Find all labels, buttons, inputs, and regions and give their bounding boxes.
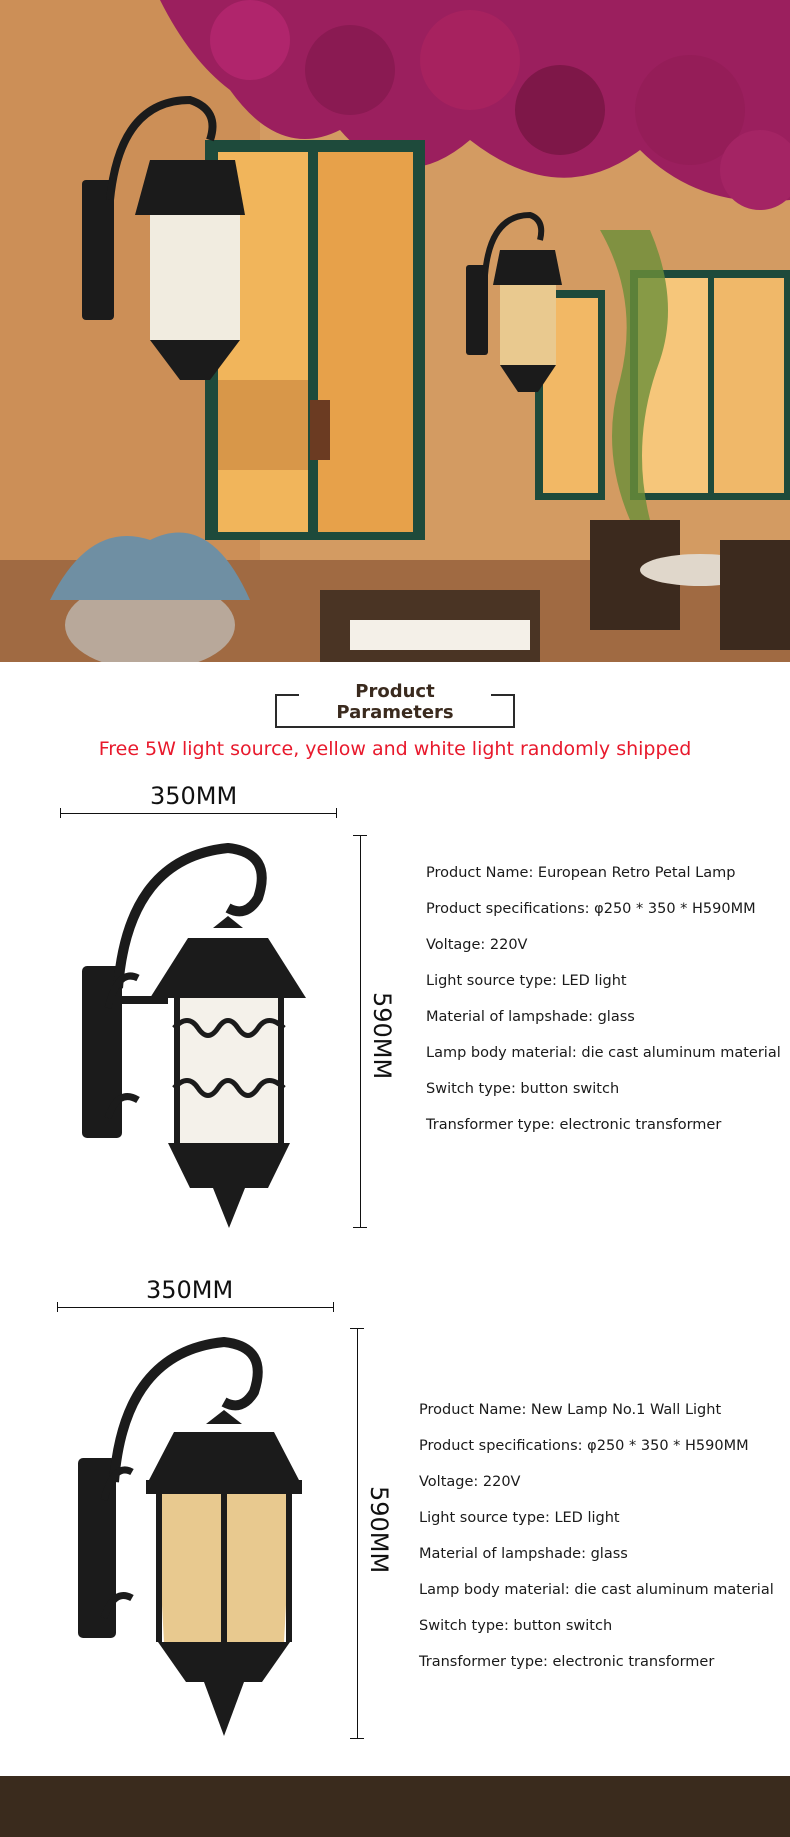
hero-photo xyxy=(0,0,790,662)
product-2-spec-transformer: Transformer type: electronic transformer xyxy=(419,1654,715,1670)
product-2-specs xyxy=(419,1392,774,1680)
product-1-height-tick-bottom xyxy=(353,1227,367,1228)
product-1-spec-dimensions: Product specifications: φ250 * 350 * H590MM xyxy=(426,901,756,917)
free-light-note: Free 5W light source, yellow and white light randomly shipped xyxy=(98,738,692,760)
product-2-width-tick-left xyxy=(57,1302,58,1312)
product-2-height-line xyxy=(357,1328,358,1738)
section-title-frame-top-right xyxy=(491,694,515,696)
product-1-spec-shade-material: Material of lampshade: glass xyxy=(426,1009,635,1025)
hero-scene xyxy=(0,0,790,662)
product-1-width-label: 350MM xyxy=(150,782,238,810)
product-1-height-label: 590MM xyxy=(368,992,396,1080)
product-2-width-line xyxy=(57,1307,333,1308)
product-2-spec-voltage: Voltage: 220V xyxy=(419,1474,521,1490)
section-title: Product Parameters xyxy=(336,681,454,723)
section-title-frame-top-left xyxy=(275,694,299,696)
product-2-spec-dimensions: Product specifications: φ250 * 350 * H590MM xyxy=(419,1438,749,1454)
product-1-spec-switch: Switch type: button switch xyxy=(426,1081,620,1097)
product-1-spec-transformer: Transformer type: electronic transformer xyxy=(426,1117,722,1133)
product-2-spec-switch: Switch type: button switch xyxy=(419,1618,613,1634)
product-2-width-label: 350MM xyxy=(146,1276,234,1304)
product-2-height-tick-top xyxy=(350,1328,364,1329)
product-1-width-tick-right xyxy=(336,808,337,818)
product-2-spec-name: Product Name: New Lamp No.1 Wall Light xyxy=(419,1402,722,1418)
product-1-specs xyxy=(426,855,781,1143)
product-1-lamp-image xyxy=(78,838,328,1230)
product-2-spec-light-source: Light source type: LED light xyxy=(419,1510,620,1526)
product-2-height-label: 590MM xyxy=(365,1486,393,1574)
product-2-width-tick-right xyxy=(333,1302,334,1312)
product-1-spec-body-material: Lamp body material: die cast aluminum material xyxy=(426,1045,781,1061)
product-1-height-tick-top xyxy=(353,835,367,836)
product-1-width-line xyxy=(60,813,336,814)
product-1-spec-light-source: Light source type: LED light xyxy=(426,973,627,989)
product-2-height-tick-bottom xyxy=(350,1738,364,1739)
product-1-spec-name: Product Name: European Retro Petal Lamp xyxy=(426,865,736,881)
product-2-spec-body-material: Lamp body material: die cast aluminum material xyxy=(419,1582,774,1598)
product-2-spec-shade-material: Material of lampshade: glass xyxy=(419,1546,628,1562)
product-2-lamp-image xyxy=(74,1332,314,1740)
product-1-spec-voltage: Voltage: 220V xyxy=(426,937,528,953)
product-1-width-tick-left xyxy=(60,808,61,818)
footer-bar xyxy=(0,1776,790,1837)
product-1-height-line xyxy=(360,835,361,1227)
